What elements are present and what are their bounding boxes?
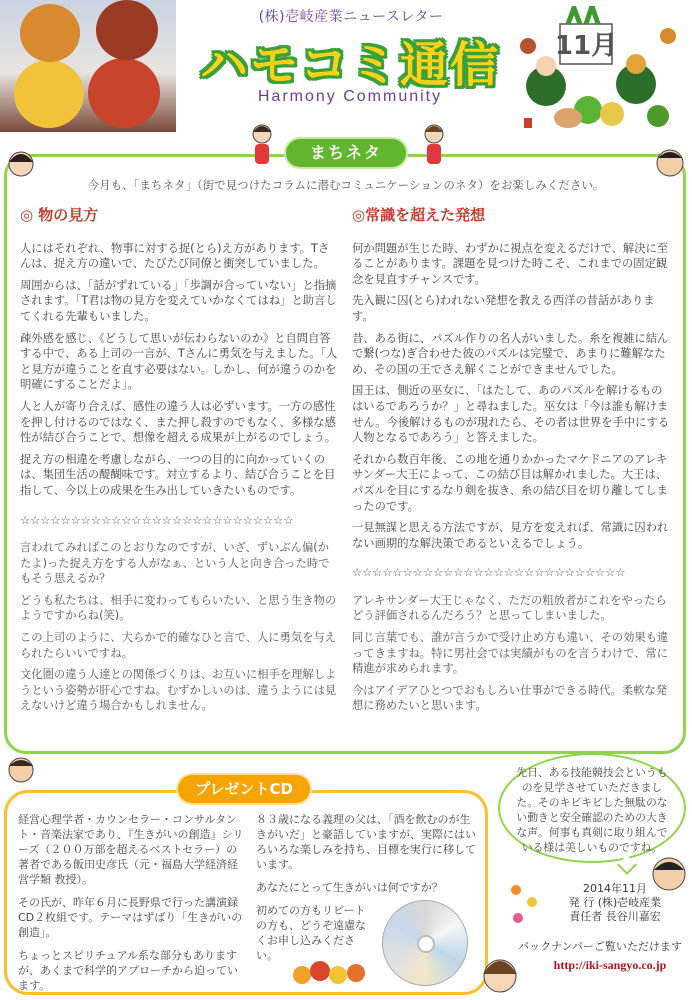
paragraph: 初めての方もリピートの方も、どうぞ遠慮なくお申し込みください。	[256, 904, 366, 962]
issue-date: 2014年11月	[583, 882, 647, 895]
right-column	[352, 208, 670, 720]
paragraph: それから数百年後、この地を通りかかったマケドニアのアレキサンダー大王によって、この結び目は解かれました。大王は、パズルを目にするなり剣を抜き、糸の結び目を切り離してしまったのです。	[352, 452, 668, 513]
mascot-right-head	[96, 0, 158, 60]
man-face-icon	[654, 144, 686, 180]
paragraph: 疎外感を感じ、《どうして思いが伝わらないのか》と自問自答する中で、ある上司の一言が、Tさんに勇気を与えました。「人と見方が違うことを直す必要はない。しかし、何が違うのかを明確にすることだよ」。	[20, 331, 338, 392]
paragraph: その氏が、昨年６月に長野県で行った講演録CD２枚組です。テーマはずばり「生きがいの創造」。	[18, 896, 243, 939]
autumn-leaves-icon	[290, 955, 370, 989]
website-link[interactable]: http://iki-sangyo.co.jp	[553, 958, 667, 972]
newsletter-header	[0, 0, 692, 135]
notice-bubble	[498, 753, 686, 863]
star-divider: ☆☆☆☆☆☆☆☆☆☆☆☆☆☆☆☆☆☆☆☆☆☆☆☆☆☆☆	[352, 566, 626, 580]
mascot-right-figure	[88, 58, 160, 128]
paragraph: 周囲からは、「話がずれている」「歩調が合っていない」と指摘されます。「T君は物の見方を変えていかなくてはね」と助言してくれる先輩もいました。	[20, 278, 337, 323]
paragraph: 人と人が寄り合えば、感性の違う人は必ずいます。一方の感性を押し付けるのではなく、また押し殺すのでもなく、多様な感性が結び合うことで、想像を超える成果が上がるのでしょう。	[20, 399, 337, 445]
paragraph: 言われてみればこのとおりなのですが、いざ、ずいぶん偏(かたよ)った捉え方をする人がなぁ、という人と向き合った時でもそう思えるか？	[20, 541, 330, 586]
paragraph: 今はアイデアひとつでおもしろい仕事ができる時代。柔軟な発想に務めたいと思います。	[352, 683, 668, 713]
paragraph: どうも私たちは、相手に変わってもらいたい、と思う生き物のようですからね(笑)。	[20, 593, 337, 623]
paragraph: ちょっとスピリチュアル系な部分もありますが、あくまで科学的アプローチから迫っています。	[18, 949, 238, 992]
backnumber-note: バックナンバーご覧いただけます	[518, 940, 682, 953]
newsletter-subtitle: Harmony Community	[257, 88, 443, 105]
woman-face-icon	[478, 950, 522, 998]
mascot-left-figure	[14, 60, 84, 128]
company-line: (株)壱岐産業ニュースレター	[258, 9, 444, 25]
section-intro: 今月も、「まちネタ」（街で見つけたコラムに潜むコミュニケーションのネタ）をお楽しみください。	[87, 178, 605, 192]
paragraph: あなたにとって生きがいは何ですか？	[256, 881, 443, 894]
publisher: 発 行 (株)壱岐産業	[568, 896, 662, 909]
left-column	[20, 208, 338, 720]
notice-text: 先日、ある技能競技会というものを見学させていただきました。そのキビキビした無駄のない動きと安全確認のための大きな声。何事も真剣に取り組んでいる様は美しいものですね。	[516, 766, 668, 854]
mascot-photo	[0, 0, 176, 132]
right-heading: ◎常識を超えた発想	[352, 206, 486, 224]
paragraph: 同じ言葉でも、誰が言うかで受け止め方も違い、その効果も違ってきますね。特に男社会では実績がものを言うわけで、常に精進が求められます。	[352, 631, 669, 676]
present-left-column	[18, 812, 244, 1000]
present-cd-tab: プレゼントCD	[178, 775, 310, 803]
woman-face-icon	[6, 146, 36, 180]
section-tab: まちネタ	[286, 139, 406, 167]
paragraph: 昔、ある街に、パズル作りの名人がいました。糸を複雑に結んで繋(つな)ぎ合わせた彼のパズルは完璧で、あまりに難解なため、その国の王でさえ解くことができませんでした。	[352, 331, 669, 376]
vegetable-characters-illustration	[508, 6, 688, 132]
svg-text:11月: 11月	[554, 31, 618, 61]
paragraph: 国王は、側近の巫女に、「はたして、あのパズルを解けるものはいるであろうか？」と尋ねました。巫女は「今は誰も解けません。今後解けるものが現れたら、その者は世界を手中にする人物となるであろう」と答えました。	[352, 384, 669, 445]
cd-hole	[417, 935, 435, 953]
paragraph: この上司のように、大らかで的確なひと言で、人に勇気を与えられたらいいですね。	[20, 631, 337, 660]
footer-info	[540, 882, 690, 924]
woman-avatar-icon	[420, 122, 448, 166]
mascot-left-head	[20, 4, 80, 62]
paragraph: 一見無謀と思える方法ですが、見方を変えれば、常識に囚われない画期的な解決策であるといえるでしょう。	[352, 521, 669, 550]
star-divider: ☆☆☆☆☆☆☆☆☆☆☆☆☆☆☆☆☆☆☆☆☆☆☆☆☆☆☆	[20, 513, 294, 527]
paragraph: アレキサンダー大王じゃなく、ただの粗放者がこれをやったらどう評価されるんだろう？と思ってしまいました。	[352, 593, 667, 623]
paragraph: 先入観に囚(とら)われない発想を教える西洋の昔話があります。	[352, 294, 655, 323]
newsletter-title: ハモコミ通信	[200, 37, 501, 93]
paragraph: ８３歳になる義理の父は、「酒を飲むのが生きがいだ」と豪語していますが、実際にはいろいろな楽しみを持ち、目標を実行に移しています。	[256, 813, 476, 871]
left-heading: ◎ 物の見方	[20, 206, 99, 224]
editor: 責任者 長谷川嘉宏	[569, 910, 661, 923]
man-face-icon	[6, 752, 36, 786]
paragraph: 捉え方の相違を考慮しながら、一つの目的に向かっていくのは、集団生活の醍醐味です。対立するより、結び合うことを目指して、今以上の成果を生み出していきたいものです。	[20, 452, 336, 497]
paragraph: 文化圏の違う人達との関係づくりは、お互いに相手を理解しようという姿勢が肝心ですね。むずかしいのは、違うようには見えないけど違う場合かもしれません。	[20, 668, 337, 713]
cd-disc-icon	[382, 900, 468, 986]
paragraph: 人にはそれぞれ、物事に対する捉(とら)え方があります。Tさんは、捉え方の違いで、たびたび同僚と衝突していました。	[20, 241, 330, 271]
paragraph: 何か問題が生じた時、わずかに視点を変えるだけで、解決に至ることがあります。課題を見つけた時こそ、これまでの固定観念を見直すチャンスです。	[352, 241, 669, 286]
paragraph: 経営心理学者・カウンセラー・コンサルタント・音楽法家であり、『生きがいの創造』シリーズ（２００万部を超えるベストセラー）の著者である飯田史彦氏（元・福島大学経済経営学類 教授）。	[18, 813, 244, 886]
woman-avatar-icon	[248, 122, 276, 166]
